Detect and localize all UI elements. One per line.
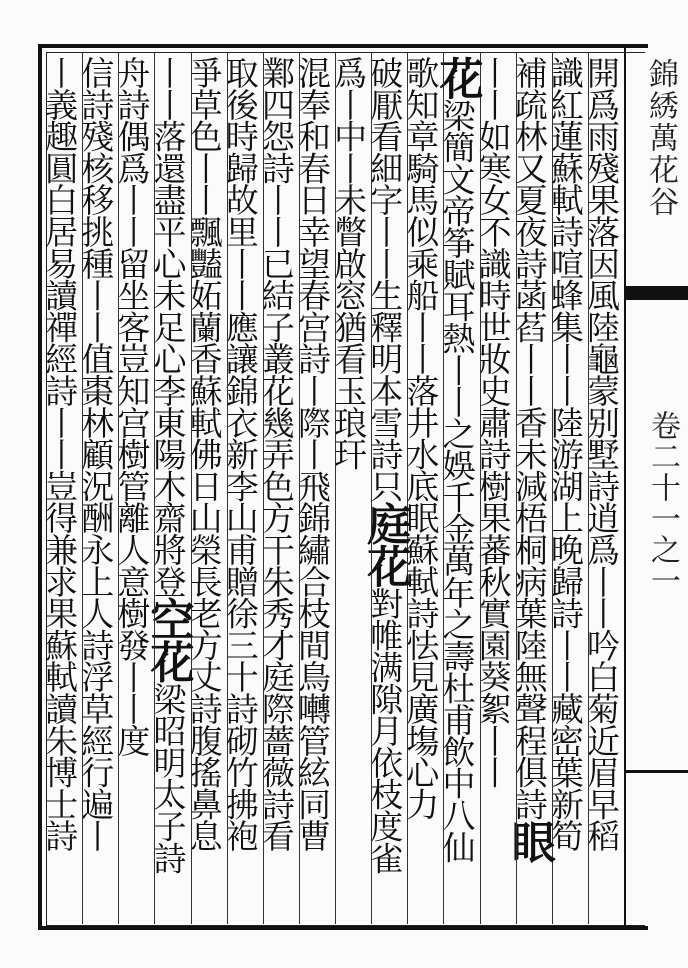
column-text: 識紅蓮蘇軾詩喧蜂集丨丨陸游湖上晚歸詩丨丨藏密葉新筍 <box>545 56 585 852</box>
column-text: 信詩殘核移挑種丨丨值棗林顧況酬永上人詩浮草經行遍丨 <box>76 56 116 852</box>
text-column <box>293 56 335 920</box>
text-column <box>431 56 483 920</box>
column-rule <box>371 52 372 924</box>
column-rule <box>588 52 589 924</box>
column-text: 舟詩偶爲丨丨留坐客豈知宫樹管離人 <box>112 56 152 565</box>
column-text: 開爲雨殘果落因風陸龜蒙别墅詩逍爲丨丨吟白菊近眉早稻 <box>582 56 621 852</box>
column-text: 爲丨中丨未瞥啟窓猶看玉琅玕 <box>329 56 369 470</box>
column-rule <box>191 52 192 924</box>
text-column <box>503 56 555 920</box>
text-column <box>545 56 588 920</box>
column-rule <box>227 52 228 924</box>
text-column <box>401 56 443 920</box>
column-text: 補疏林又夏夜詩菡萏丨丨香未減梧桐病葉陸無聲程俱詩 <box>509 56 549 820</box>
column-rule <box>443 52 444 924</box>
column-rule <box>263 52 264 924</box>
column-text: 歌知章騎馬似乘船丨丨落井水底眠蘇軾詩怯見廣塲心力 <box>401 56 441 820</box>
text-column <box>473 56 516 920</box>
column-rule <box>552 52 553 924</box>
column-text: 混奉和春日幸望春宫詩丨際丨飛錦繡合枝間鳥囀管絃同曹 <box>293 56 332 852</box>
column-rule <box>299 52 300 924</box>
column-rule <box>516 52 517 924</box>
entry-heading: 庭花 <box>359 501 411 587</box>
text-column <box>329 56 371 920</box>
text-column <box>359 56 411 920</box>
text-column <box>76 56 118 920</box>
column-text: 破厭看細字丨丨生釋明本雪詩只 <box>365 56 405 502</box>
volume-label: 卷二十一之一 <box>645 410 680 596</box>
column-text: 丨義趣圓白居易讀禪經詩丨丨豈得兼求果蘇軾讀朱博士詩 <box>40 56 80 852</box>
text-column <box>112 56 154 920</box>
column-text: 意樹發丨丨度 <box>112 564 152 756</box>
column-text: 丨丨如寒女不識時世妝史肅詩樹果蕃秋實園葵絮丨丨 <box>473 56 513 788</box>
column-text: 丨丨落還盡平心未足心李東陽木齋將登 <box>148 56 188 597</box>
column-text: 梁昭明太子詩 <box>148 682 188 874</box>
text-column <box>142 56 194 920</box>
gutter-rule <box>624 770 688 773</box>
column-rule <box>118 52 119 924</box>
entry-heading: 空花 <box>142 596 194 683</box>
text-column <box>220 56 263 920</box>
column-text: 取後時歸故里丨丨應讓錦衣新李山甫贈徐三十詩砌竹拂袍 <box>220 56 260 852</box>
column-text: 對帷满隙月依枝度雀 <box>365 586 405 874</box>
entry-heading: 花 <box>431 56 483 99</box>
entry-heading: 眼 <box>503 819 555 863</box>
column-rule <box>82 52 83 924</box>
fishtail-mark <box>624 286 688 300</box>
text-column <box>256 56 299 920</box>
column-text: 爭草色丨丨飄豔妬蘭香蘇軾佛日山榮長老方丈詩腹搖鼻息 <box>184 56 224 852</box>
text-column <box>582 56 624 920</box>
column-text: 梁簡文帝筝賦耳熱丨丨之娛千金萬年之壽杜甫飲中八仙 <box>437 98 477 863</box>
text-column <box>184 56 227 920</box>
column-text: 鄴四怨詩丨丨已結子叢花幾弄色方干朱秀才庭際薔薇詩看 <box>256 56 296 852</box>
gutter-title: 錦綉萬花谷 <box>643 58 678 218</box>
column-rule <box>407 52 408 924</box>
column-rule <box>154 52 155 924</box>
column-rule <box>480 52 481 924</box>
column-rule <box>335 52 336 924</box>
text-column <box>40 56 82 920</box>
